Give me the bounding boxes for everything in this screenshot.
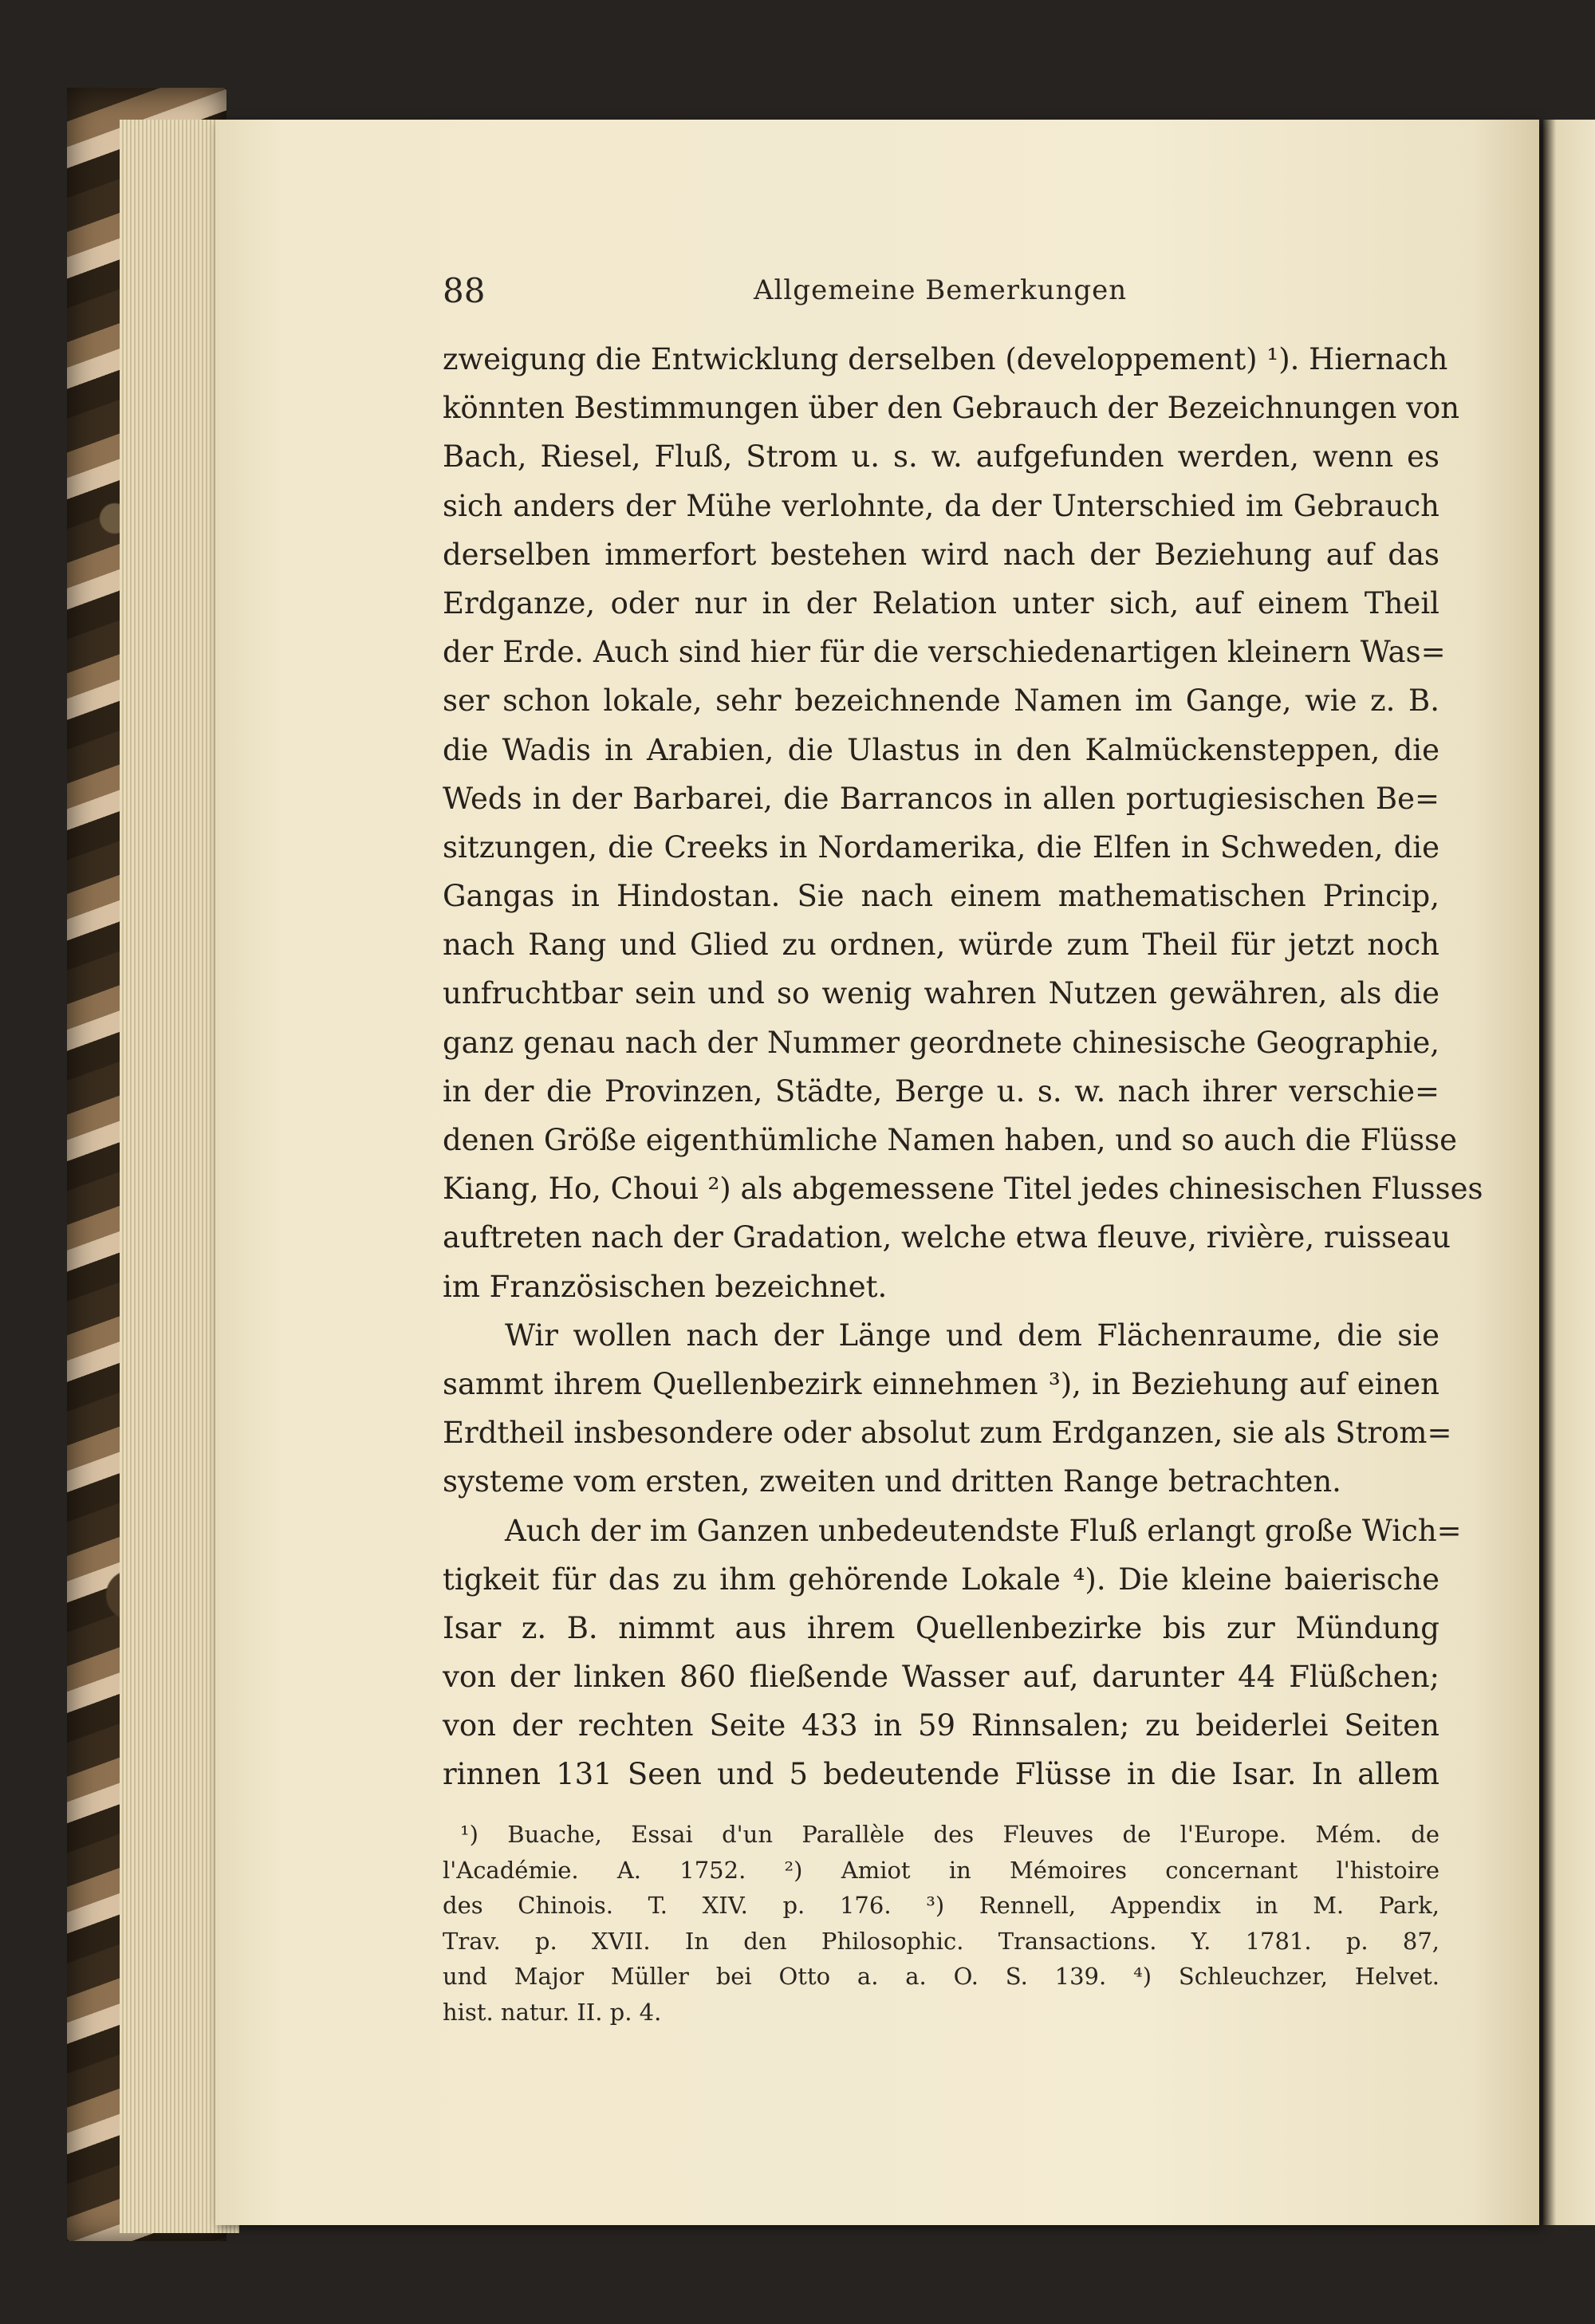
text-line: zweigung die Entwicklung derselben (developpement) ¹). Hiernach — [443, 342, 1448, 376]
text-line: Wir wollen nach der Länge und dem Flächenraume, die sie — [505, 1318, 1439, 1353]
text-line: ser schon lokale, sehr bezeichnende Namen im Gange, wie z. B. — [443, 683, 1439, 719]
text-line: sitzungen, die Creeks in Nordamerika, die Elfen in Schweden, die — [443, 829, 1439, 865]
text-line: Kiang, Ho, Choui ²) als abgemessene Titel jedes chinesischen Flusses — [443, 1172, 1483, 1207]
footnote-line: des Chinois. T. XIV. p. 176. ³) Rennell, Appendix in M. Park, — [443, 1892, 1439, 1919]
text-line: auftreten nach der Gradation, welche etwa fleuve, rivière, ruisseau — [443, 1220, 1451, 1255]
text-line: systeme vom ersten, zweiten und dritten Range betrachten. — [443, 1464, 1341, 1499]
text-line: Erdtheil insbesondere oder absolut zum Erdganzen, sie als Strom= — [443, 1416, 1452, 1451]
footnotes — [443, 1817, 1439, 2030]
text-line: ganz genau nach der Nummer geordnete chinesische Geographie, — [443, 1025, 1439, 1060]
text-line: im Französischen bezeichnet. — [443, 1269, 888, 1304]
text-line: sich anders der Mühe verlohnte, da der Unterschied im Gebrauch — [443, 488, 1439, 523]
text-line: Erdganze, oder nur in der Relation unter sich, auf einem Theil — [443, 585, 1439, 620]
running-title: Allgemeine Bemerkungen — [754, 274, 1128, 306]
text-line: tigkeit für das zu ihm gehörende Lokale ⁴). Die kleine baierische — [443, 1562, 1439, 1597]
text-line: rinnen 131 Seen und 5 bedeutende Flüsse in die Isar. In allem — [443, 1757, 1439, 1792]
footnote-line: ¹) Buache, Essai d'un Parallèle des Fleuves de l'Europe. Mém. de — [460, 1821, 1439, 1848]
text-line: Gangas in Hindostan. Sie nach einem mathematischen Princip, — [443, 879, 1439, 914]
footnote-line: Trav. p. XVII. In den Philosophic. Transactions. Y. 1781. p. 87, — [443, 1927, 1439, 1955]
text-line: denen Größe eigenthümliche Namen haben, und so auch die Flüsse — [443, 1123, 1457, 1157]
text-line: Auch der im Ganzen unbedeutendste Fluß erlangt große Wich= — [505, 1513, 1462, 1548]
text-line: nach Rang und Glied zu ordnen, würde zum Theil für jetzt noch — [443, 928, 1439, 963]
text-line: in der die Provinzen, Städte, Berge u. s. w. nach ihrer verschie= — [443, 1073, 1439, 1109]
text-line: von der linken 860 fließende Wasser auf, darunter 44 Flüßchen; — [443, 1660, 1439, 1695]
text-line: Bach, Riesel, Fluß, Strom u. s. w. aufgefunden werden, wenn es — [443, 439, 1439, 475]
text-line: der Erde. Auch sind hier für die verschiedenartigen kleinern Was= — [443, 635, 1446, 670]
text-line: Isar z. B. nimmt aus ihrem Quellenbezirke bis zur Mündung — [443, 1610, 1439, 1645]
footnote-line: und Major Müller bei Otto a. a. O. S. 139. ⁴) Schleuchzer, Helvet. — [443, 1963, 1439, 1990]
text-line: von der rechten Seite 433 in 59 Rinnsalen; zu beiderlei Seiten — [443, 1708, 1439, 1743]
facing-page-edge — [1543, 120, 1595, 2225]
text-line: Weds in der Barbarei, die Barrancos in allen portugiesischen Be= — [443, 781, 1439, 816]
footnote-line: l'Académie. A. 1752. ²) Amiot in Mémoires concernant l'histoire — [443, 1856, 1439, 1884]
page-number: 88 — [443, 271, 486, 310]
text-line: die Wadis in Arabien, die Ulastus in den Kalmückensteppen, die — [443, 732, 1439, 767]
text-line: derselben immerfort bestehen wird nach der Beziehung auf das — [443, 537, 1439, 572]
footnote-line: hist. natur. II. p. 4. — [443, 1998, 662, 2026]
text-line: sammt ihrem Quellenbezirk einnehmen ³), in Beziehung auf einen — [443, 1366, 1439, 1401]
main-text — [443, 335, 1483, 1799]
text-line: unfruchtbar sein und so wenig wahren Nutzen gewähren, als die — [443, 976, 1439, 1011]
text-line: könnten Bestimmungen über den Gebrauch der Bezeichnungen von — [443, 391, 1460, 426]
page-header — [443, 271, 1439, 319]
